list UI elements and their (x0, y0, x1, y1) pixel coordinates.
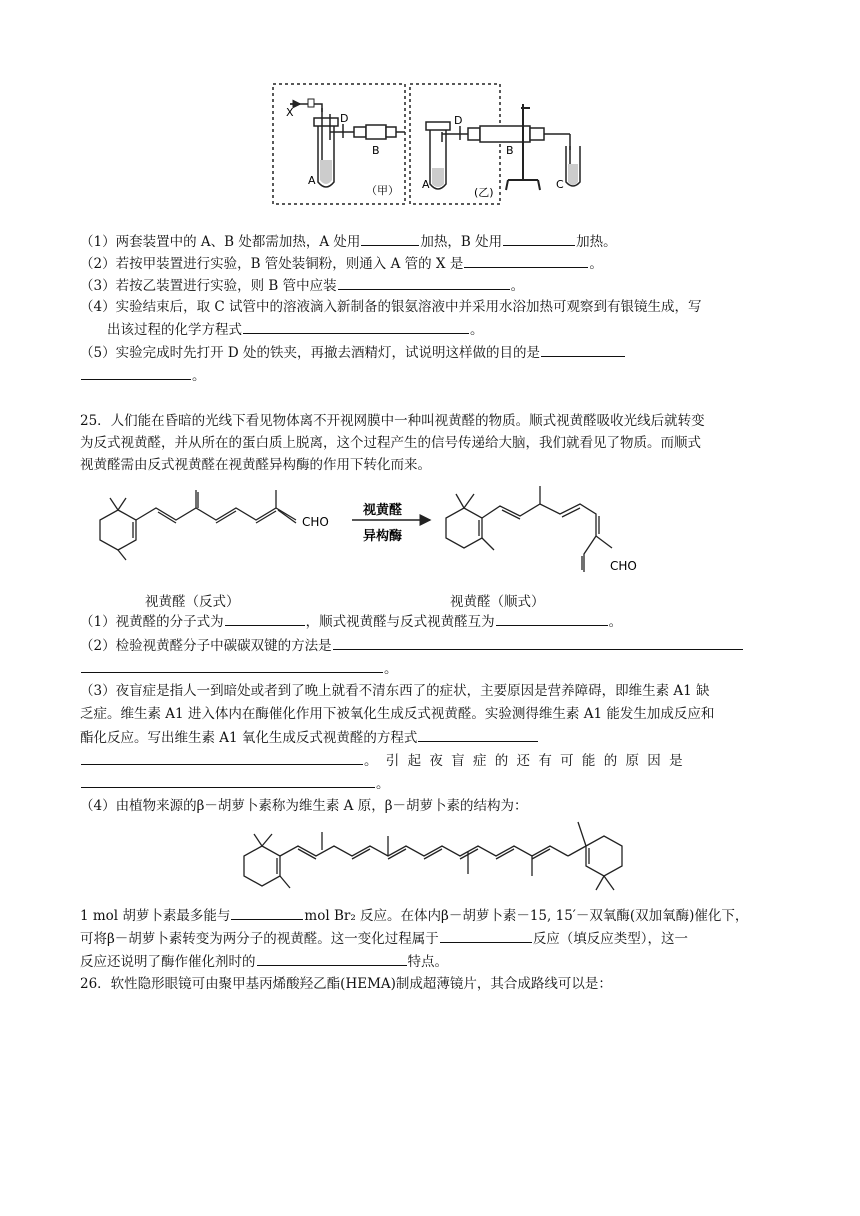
q24-part1 (80, 232, 617, 251)
q24-p5-blank-b[interactable] (81, 366, 191, 380)
cis-retinal-cho: CHO (610, 559, 637, 573)
q24-p1-blank-b[interactable] (503, 232, 575, 246)
q24-p5-text-b: 。 (192, 368, 206, 384)
q25-part3-line1 (80, 682, 710, 700)
q24-p3-blank[interactable] (338, 276, 510, 290)
q24-p3-text-a: （3）若按乙装置进行实验，则 B 管中应装 (80, 278, 337, 294)
q25-p4-text2a: 1 mol 胡萝卜素最多能与 (80, 908, 231, 924)
q25-part3-line2 (80, 705, 714, 723)
q25-intro-text1: 25．人们能在昏暗的光线下看见物体离不开视网膜中一种叫视黄醛的物质。顺式视黄醛吸收光线后就转变 (80, 413, 705, 429)
apparatus-label-yi: (乙) (474, 186, 494, 199)
q25-p1-text-b: ，顺式视黄醛与反式视黄醛互为 (305, 614, 495, 630)
q25-part4-line4 (80, 952, 448, 971)
test-tube-a-jia (314, 108, 338, 187)
apparatus-label-b2: B (506, 144, 514, 157)
q24-part2 (80, 254, 603, 273)
q25-p4-blank-c[interactable] (257, 952, 407, 966)
q25-p3-text1: （3）夜盲症是指人一到暗处或者到了晚上就看不清东西了的症状，主要原因是营养障碍，即维生素 A1 缺 (80, 683, 710, 699)
q26-text: 26．软性隐形眼镜可由聚甲基丙烯酸羟乙酯(HEMA)制成超薄镜片，其合成路线可以是： (80, 976, 612, 992)
q25-p4-text1: （4）由植物来源的β－胡萝卜素称为维生素 A 原，β－胡萝卜素的结构为： (80, 798, 528, 814)
q25-p3-text2: 乏症。维生素 A1 进入体内在酶催化作用下被氧化生成反式视黄醛。实验测得维生素 A1 能发生加成反应和 (80, 706, 715, 722)
caption-trans-retinal: 视黄醛（反式） (145, 594, 240, 610)
beta-carotene-structure (232, 814, 632, 898)
q25-p4-blank-a[interactable] (231, 906, 303, 920)
q25-p3-blank-b[interactable] (81, 751, 363, 765)
q24-p5-blank-a[interactable] (541, 343, 625, 357)
q24-p4-text-c: 。 (470, 322, 484, 338)
apparatus-diagram (268, 80, 600, 208)
q25-part2-line2 (80, 659, 398, 678)
q25-p1-text-a: （1）视黄醛的分子式为 (80, 614, 224, 630)
q25-p4-text4a: 反应还说明了酶作催化剂时的 (80, 954, 256, 970)
q24-part4-line1 (80, 298, 702, 316)
q25-p4-text2b: mol Br₂ 反应。在体内β－胡萝卜素－15, 15′－双氧酶(双加氧酶)催化下， (304, 908, 749, 924)
q24-p2-text-b: 。 (589, 256, 603, 272)
q25-p3-text4: 。 引 起 夜 盲 症 的 还 有 可 能 的 原 因 是 (364, 753, 685, 769)
tube-b-jia (330, 125, 405, 139)
q25-p3-blank-a[interactable] (418, 728, 538, 742)
q25-p4-blank-b[interactable] (440, 929, 532, 943)
q24-part5-line2 (80, 366, 206, 385)
test-tube-a-yi (426, 122, 450, 189)
q25-p2-text-a: （2）检验视黄醛分子中碳碳双键的方法是 (80, 638, 332, 654)
q24-p4-text-b: 出该过程的化学方程式 (107, 322, 242, 338)
q25-part3-line5 (80, 774, 390, 793)
test-tube-c (566, 146, 580, 186)
arrow-label-top: 视黄醛 (363, 503, 403, 518)
q24-part3 (80, 276, 524, 295)
q25-intro-text3: 视黄醛需由反式视黄醛在视黄醛异构酶的作用下转化而来。 (80, 457, 431, 473)
q24-part4-line2 (107, 320, 484, 339)
q25-p4-text4b: 特点。 (407, 954, 448, 970)
q25-intro-line2 (80, 434, 701, 452)
q24-p4-blank[interactable] (243, 320, 469, 334)
apparatus-label-x: X (286, 106, 294, 119)
q24-p2-text-a: （2）若按甲装置进行实验，B 管处装铜粉，则通入 A 管的 X 是 (80, 256, 464, 272)
q25-intro-line1 (80, 412, 705, 430)
q24-part5-line1 (80, 343, 626, 362)
caption-cis-retinal: 视黄醛（顺式） (450, 594, 545, 610)
apparatus-label-a2: A (422, 178, 430, 191)
q24-p1-text-a: （1）两套装置中的 A、B 处都需加热，A 处用 (80, 234, 361, 250)
q25-p2-blank-b[interactable] (81, 659, 383, 673)
q25-p4-text3a: 可将β－胡萝卜素转变为两分子的视黄醛。这一变化过程属于 (80, 931, 439, 947)
trans-retinal-cho: CHO (302, 515, 329, 529)
q25-p3-text3: 酯化反应。写出维生素 A1 氧化生成反式视黄醛的方程式 (80, 730, 418, 746)
retinal-isomerization-scheme (80, 478, 680, 590)
q24-p1-blank-a[interactable] (361, 232, 419, 246)
q25-p2-blank-a[interactable] (333, 636, 743, 650)
apparatus-label-c: C (556, 178, 564, 191)
q25-p2-text-b: 。 (384, 661, 398, 677)
q25-p3-text5: 。 (376, 776, 390, 792)
apparatus-label-a1: A (308, 174, 316, 187)
q24-p3-text-b: 。 (510, 278, 525, 294)
apparatus-label-d2: D (454, 114, 463, 127)
q24-p5-text-a: （5）实验完成时先打开 D 处的铁夹，再撤去酒精灯，试说明这样做的目的是 (80, 345, 540, 361)
q25-p1-blank-b[interactable] (496, 612, 608, 626)
q25-p1-text-c: 。 (608, 614, 623, 630)
q25-p1-blank-a[interactable] (225, 612, 305, 626)
arrow-label-bottom: 异构酶 (363, 529, 403, 544)
apparatus-label-d1: D (340, 112, 349, 125)
q25-p3-blank-c[interactable] (81, 774, 375, 788)
q24-p2-blank[interactable] (464, 254, 588, 268)
q25-part3-line3 (80, 728, 539, 747)
inlet-tube-x (290, 104, 322, 112)
apparatus-label-jia: （甲） (366, 184, 399, 197)
q24-p4-text-a: （4）实验结束后，取 C 试管中的溶液滴入新制备的银氨溶液中并采用水浴加热可观察到有银镜生成，写 (80, 299, 702, 315)
q25-part4-line3 (80, 929, 688, 948)
apparatus-label-b1: B (372, 144, 380, 157)
q25-part3-line4 (80, 751, 685, 770)
trans-retinal-structure (100, 490, 296, 560)
q25-part4-line1 (80, 797, 528, 815)
q25-p4-text3b: 反应（填反应类型），这一 (532, 931, 689, 947)
q24-p1-text-c: 加热。 (576, 234, 617, 250)
q24-p1-text-b: 加热，B 处用 (420, 234, 503, 250)
q25-intro-line3 (80, 456, 431, 474)
q25-part4-line2 (80, 906, 748, 925)
stopcock-x (308, 99, 314, 107)
q25-intro-text2: 为反式视黄醛，并从所在的蛋白质上脱离，这个过程产生的信号传递给大脑，我们就看见了物质。而顺式 (80, 435, 701, 451)
q26-line (80, 975, 612, 993)
q25-part2-line1 (80, 636, 744, 655)
cis-retinal-structure (446, 486, 612, 572)
q25-part1 (80, 612, 622, 631)
